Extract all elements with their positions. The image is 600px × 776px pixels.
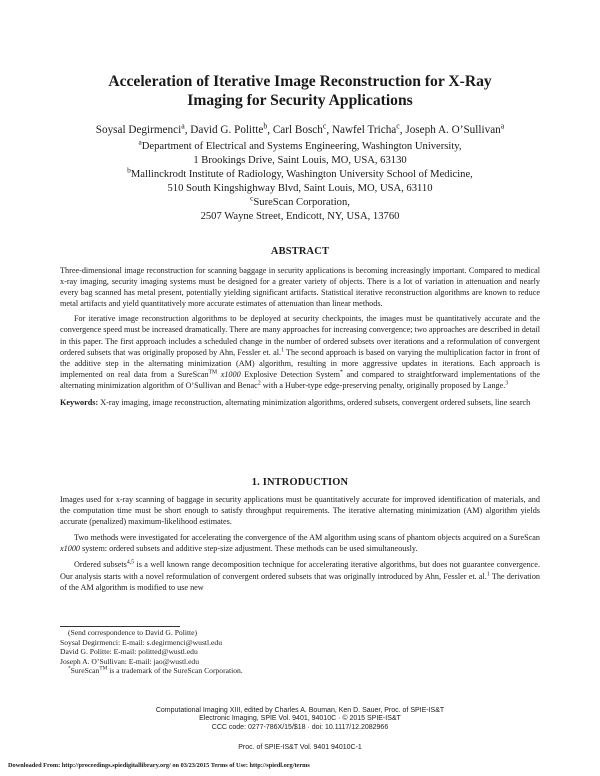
affil-text: Mallinckrodt Institute of Radiology, Washington University School of Medicine,	[130, 169, 473, 180]
footnote-rule	[60, 626, 180, 627]
intro-paragraph-3	[60, 559, 540, 592]
author-affil-mark: b	[263, 121, 268, 131]
publication-info	[128, 707, 472, 732]
footnote-email: Joseph A. O’Sullivan: E-mail: jao@wustl.edu	[60, 656, 200, 666]
abstract-body	[60, 265, 540, 408]
trademark-mark: TM	[99, 665, 108, 672]
affiliation-c-address: 2507 Wayne Street, Endicott, NY, USA, 13760	[200, 211, 400, 222]
footnote-correspondence: (Send correspondence to David G. Politte)	[68, 628, 198, 637]
publication-line: Computational Imaging XIII, edited by Charles A. Bouman, Ken D. Sauer, Proc. of SPIE-IS&T	[155, 707, 445, 714]
title-line-1: Acceleration of Iterative Image Reconstruction for X-Ray	[108, 73, 492, 90]
footnote-mark: *	[340, 369, 343, 376]
text-run: with a Huber-type edge-preserving penalty, originally proposed by Lange.	[260, 380, 506, 390]
affiliation-a	[0, 137, 600, 154]
author: Soysal Degirmenci	[95, 124, 182, 136]
trademark-mark: TM	[208, 369, 218, 376]
text-run: The second approach is based on varying the multiplication factor in front of the additive step in the alternating minimization (AM) algorithm, resulting in more aggressive updates in iterations. Each approach is implemented on real data from a SureScan	[60, 347, 540, 379]
citation: 2	[257, 380, 261, 387]
affil-mark: c	[250, 193, 254, 203]
introduction-body	[60, 494, 540, 593]
author-affil-mark: a	[500, 121, 505, 131]
publication-line: CCC code: 0277-786X/15/$18 · doi: 10.1117/12.2082966	[211, 723, 389, 731]
affil-mark: a	[138, 137, 142, 147]
citation: 4,5	[126, 559, 135, 566]
affil-text: SureScan Corporation,	[253, 197, 350, 208]
introduction-heading: 1. INTRODUCTION	[251, 477, 349, 488]
page-number: Proc. of SPIE-IS&T Vol. 9401 94010C-1	[238, 744, 362, 751]
author: David G. Politte	[190, 124, 264, 136]
paper-title	[0, 72, 600, 110]
keywords-label: Keywords:	[60, 398, 99, 408]
citation: 1	[281, 346, 284, 353]
text-run: is a trademark of the SureScan Corporation.	[107, 666, 243, 676]
citation: 3	[505, 380, 509, 387]
text-run: For iterative image reconstruction algorithms to be deployed at security checkpoints, the images must be quantitatively accurate and the convergence speed must be increased dramatically. There are many approaches for increasing convergence; two approaches are described in detail in this paper. The first approach includes a scheduled change in the number of ordered subsets over iterations and a reformulation of convergent ordered subsets that was originally proposed by Ahn, Fessler et. al.	[60, 314, 540, 357]
product-name: x1000	[60, 544, 81, 554]
author-affil-mark: a	[181, 121, 185, 131]
product-name: x1000	[217, 369, 241, 379]
affil-mark: b	[127, 165, 131, 175]
download-footer: Downloaded From: http://proceedings.spiedigitallibrary.org/ on 03/23/2015 Terms of Use: http://spiedl.org/terms	[8, 762, 310, 769]
footnote-email: Soysal Degirmenci: E-mail: s.degirmenci@wustl.edu	[60, 637, 222, 647]
affiliation-c	[0, 193, 600, 210]
text-run: The derivation of the AM algorithm is modified to use new	[60, 571, 541, 592]
author-affil-mark: c	[396, 121, 400, 131]
author: Joseph A. O’Sullivan	[405, 124, 501, 136]
footnotes	[60, 628, 243, 676]
footnote-trademark	[60, 666, 243, 676]
author: Nawfel Tricha	[331, 124, 397, 136]
affiliation-b-address: 510 South Kingshighway Blvd, Saint Louis, MO, USA, 63110	[167, 183, 433, 194]
affiliation-a-address: 1 Brookings Drive, Saint Louis, MO, USA, 63130	[193, 155, 407, 166]
abstract-paragraph-1: Three-dimensional image reconstruction for scanning baggage in security applications is becoming increasingly important. Compared to medical x-ray imaging, security imaging systems must be designed for a greater variety of objects. There is a lot of variation in attenuation and nearly every bag scanned has metal present, potentially yielding significant artifacts. Statistical iterative reconstruction algorithms are known to reduce metal artifacts and yield quantitatively more accurate estimates of attenuation than linear methods.	[60, 266, 540, 309]
abstract-heading: ABSTRACT	[270, 246, 330, 257]
text-run: Two methods were investigated for accelerating the convergence of the AM algorithm using scans of phantom objects acquired on a SureScan	[74, 533, 540, 543]
text-run: SureScan	[70, 666, 100, 676]
author: Carl Bosch	[272, 124, 323, 136]
title-line-2: Imaging for Security Applications	[187, 92, 413, 109]
affiliation-b	[0, 165, 600, 182]
abstract-paragraph-2	[60, 313, 540, 391]
text-run: and compared to straightforward implementations of the alternating minimization algorithm of O’Sullivan and Benac	[60, 369, 541, 390]
intro-paragraph-2	[60, 532, 540, 554]
author-affil-mark: c	[322, 121, 327, 131]
footnote-mark: *	[68, 665, 71, 672]
author-list: Soysal Degirmenci$^a$, David G. Politte$^b$, Carl Bosch$^c$, Nawfel Tricha$^c$, Joseph A. O’Sullivan$^a$	[95, 121, 505, 136]
affil-text: Department of Electrical and Systems Engineering, Washington University,	[141, 141, 462, 152]
text-run: system: ordered subsets and additive step-size adjustment. These methods can be used simultaneously.	[80, 544, 418, 554]
text-run: Explosive Detection System	[240, 369, 341, 379]
text-run: is a well known range decomposition technique for accelerating iterative algorithms, but does not guarantee convergence. Our analysis starts with a novel reformulation of convergent ordered subsets that was originally introduced by Ahn, Fessler et. al.	[60, 560, 540, 581]
citation: 1	[486, 570, 490, 577]
publication-line: Electronic Imaging, SPIE Vol. 9401, 94010C · © 2015 SPIE-IS&T	[199, 715, 401, 723]
intro-paragraph-1: Images used for x-ray scanning of baggage in security applications must be quantitatively accurate for improved identification of materials, and the computation time must be short enough to satisfy throughput requirements. The iterative alternating minimization (AM) algorithm yields accurate (penalized) maximum-likelihood estimates.	[60, 495, 540, 527]
keywords-text: X-ray imaging, image reconstruction, alternating minimization algorithms, ordered subsets, convergent ordered subsets, line search	[98, 398, 531, 408]
footnote-email: David G. Politte: E-mail: politted@wustl.edu	[60, 647, 198, 657]
affiliations	[0, 137, 600, 224]
text-run: Ordered subsets	[74, 560, 127, 570]
keywords	[60, 397, 540, 408]
